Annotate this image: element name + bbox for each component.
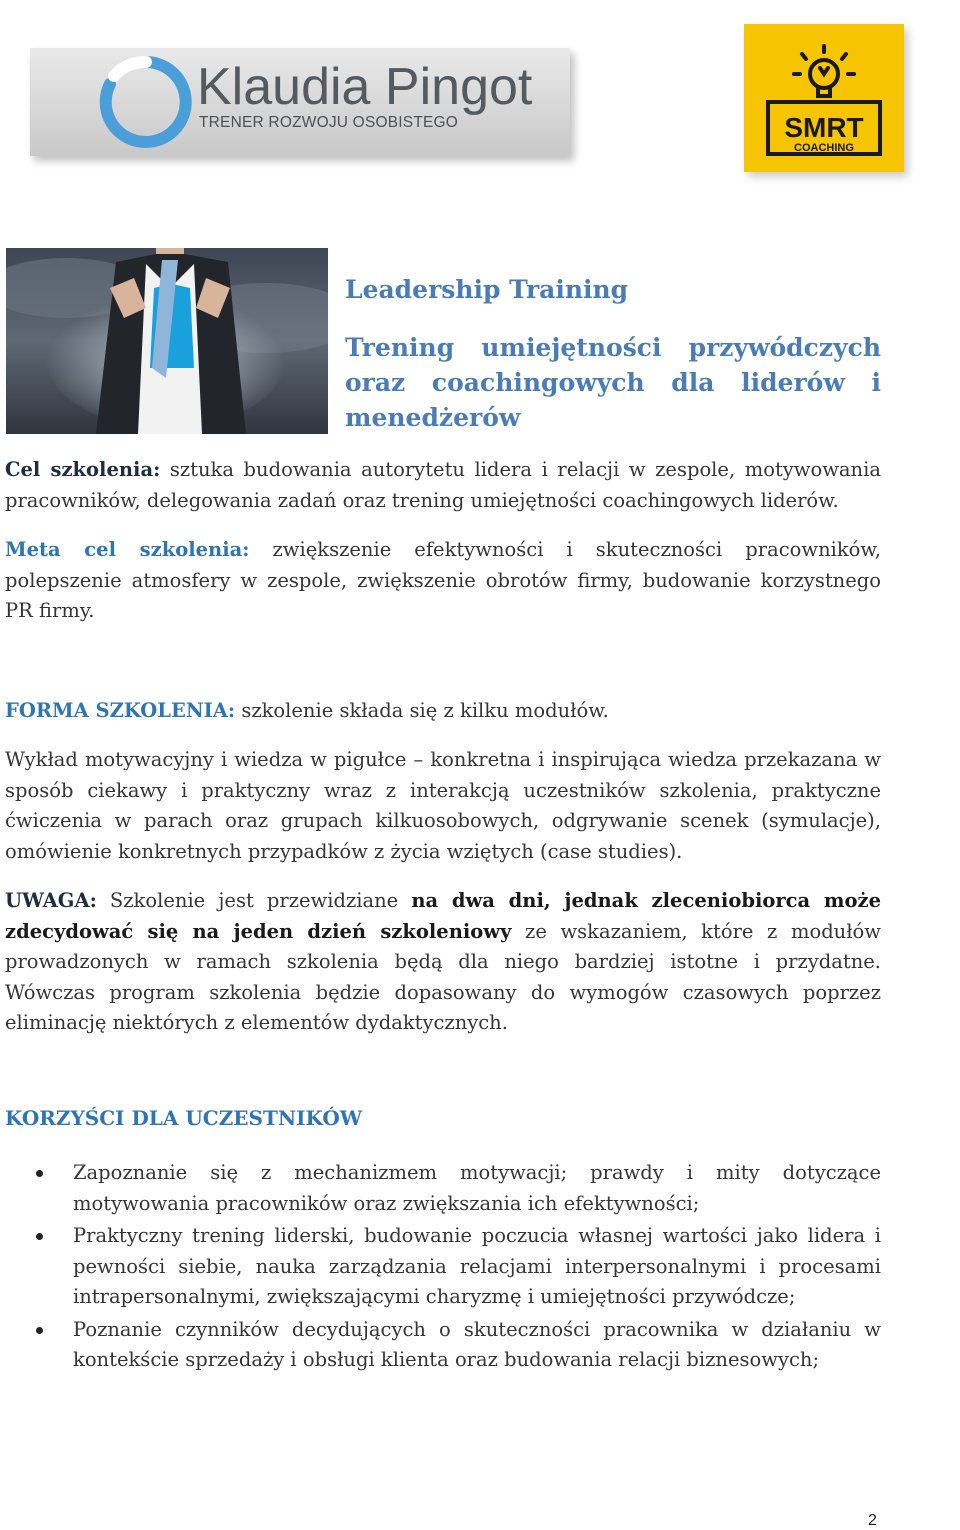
benefit-text: Zapoznanie się z mechanizmem motywacji; prawdy i mity dotyczące motywowania pracowników oraz zwiększania ich efektywności;	[73, 1161, 881, 1215]
note-paragraph	[5, 886, 881, 1039]
list-item	[0, 1158, 881, 1219]
list-item	[0, 1315, 881, 1376]
logo-smrt-text: SMRT	[784, 112, 864, 143]
bullet-icon	[36, 1327, 43, 1334]
brand-tagline: TRENER ROZWOJU OSOBISTEGO	[199, 114, 459, 131]
goal-text: sztuka budowania autorytetu lidera i relacji w zespole, motywowania pracowników, delegowania zadań oraz trening umiejętności coachingowych liderów.	[5, 458, 881, 512]
form-label: FORMA SZKOLENIA:	[5, 699, 236, 722]
benefits-list	[0, 1158, 881, 1378]
note-text-2: ze wskazaniem, które z modułów prowadzonych w ramach szkolenia będą dla niego bardziej istotne i przydatne. Wówczas program szkolenia będzie dopasowany do wymogów czasowych poprzez eliminację niektórych z elementów dydaktycznych.	[5, 919, 881, 1034]
benefits-heading: KORZYŚCI DLA UCZESTNIKÓW	[5, 1106, 363, 1130]
bullet-icon	[36, 1170, 43, 1177]
meta-goal-text: zwiększenie efektywności i skuteczności pracowników, polepszenie atmosfery w zespole, zwiększenie obrotów firmy, budowanie korzystnego PR firmy.	[5, 538, 881, 622]
klaudia-pingot-logo	[30, 48, 570, 156]
benefit-text: Praktyczny trening liderski, budowanie poczucia własnej wartości jako lidera i pewności siebie, nauka zarządzania relacjami interpersonalnymi i procesami intrapersonalnymi, zwiększającymi charyzmę i umiejętności przywódcze;	[73, 1224, 881, 1308]
list-item	[0, 1221, 881, 1313]
page-subtitle: Trening umiejętności przywódczych oraz coachingowych dla liderów i menedżerów	[345, 333, 881, 432]
note-label: UWAGA:	[5, 889, 97, 912]
benefit-text: Poznanie czynników decydujących o skuteczności pracownika w działaniu w kontekście sprzedaży i obsługi klienta oraz budowania relacji biznesowych;	[73, 1317, 881, 1371]
meta-goal-label: Meta cel szkolenia:	[5, 538, 250, 561]
businessman-photo	[6, 248, 328, 434]
meta-goal-paragraph	[5, 535, 881, 627]
note-text-1: Szkolenie jest przewidziane	[96, 889, 412, 912]
goal-paragraph	[5, 455, 881, 516]
form-paragraph	[5, 696, 881, 727]
bullet-icon	[36, 1233, 43, 1240]
brand-name: Klaudia Pingot	[197, 58, 533, 116]
logo-coaching-text: COACHING	[794, 142, 854, 154]
goal-label: Cel szkolenia:	[5, 458, 161, 481]
smrt-coaching-logo	[744, 24, 904, 172]
circle-ring-icon	[98, 54, 194, 150]
page-number: 2	[868, 1512, 877, 1529]
lecture-paragraph: Wykład motywacyjny i wiedza w pigułce – konkretna i inspirująca wiedza przekazana w sposób ciekawy i praktyczny wraz z interakcją uczestników szkolenia, praktyczne ćwiczenia w parach oraz grupach kilkuosobowych, odgrywanie scenek (symulacje), omówienie konkretnych przypadków z życia wziętych (case studies).	[5, 748, 881, 863]
form-text: szkolenie składa się z kilku modułów.	[235, 699, 609, 722]
note-bold-text: na dwa dni, jednak zleceniobiorca może zdecydować się na jeden dzień szkoleniowy	[5, 889, 881, 943]
lightbulb-icon	[744, 24, 904, 172]
page-title: Leadership Training	[345, 275, 629, 304]
